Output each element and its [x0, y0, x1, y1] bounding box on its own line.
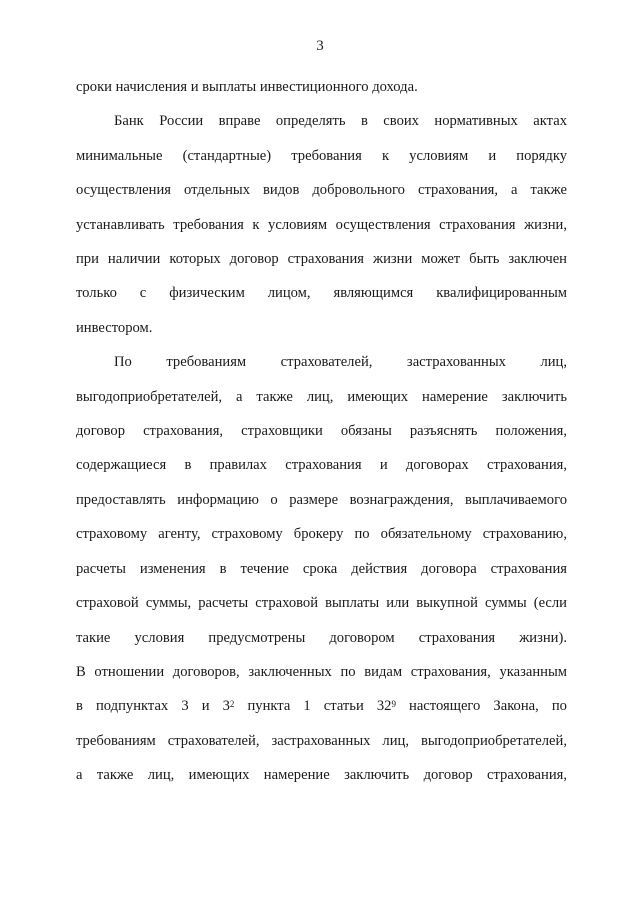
- page-number: 3: [316, 38, 324, 54]
- text-line: Банк России вправе определять в своих нормативных актах: [114, 113, 567, 130]
- text-line: содержащиеся в правилах страхования и договорах страхования,: [76, 457, 567, 474]
- paragraph-1: [76, 70, 567, 104]
- text-segment: пункта 1 статьи 32: [234, 698, 392, 715]
- text-line: расчеты изменения в течение срока действия договора страхования: [76, 560, 567, 577]
- text-line: страховому агенту, страховому брокеру по обязательному страхованию,: [76, 526, 567, 543]
- superscript: 2: [229, 699, 235, 710]
- text-line: договор страхования, страховщики обязаны разъяснять положения,: [76, 423, 567, 440]
- text-segment: настоящего Закона, по: [395, 698, 567, 715]
- text-line: осуществления отдельных видов добровольного страхования, а также: [76, 182, 567, 199]
- text-line: минимальные (стандартные) требования к условиям и порядку: [76, 147, 567, 164]
- text-line: такие условия предусмотрены договором страхования жизни).: [76, 629, 567, 646]
- text-line: только с физическим лицом, являющимся квалифицированным: [76, 285, 567, 302]
- text-line: инвестором.: [76, 319, 153, 336]
- paragraph-3: [76, 345, 567, 792]
- text-line-with-superscripts: [76, 689, 567, 723]
- text-line: В отношении договоров, заключенных по видам страхования, указанным: [76, 663, 567, 680]
- text-line: при наличии которых договор страхования жизни может быть заключен: [76, 251, 567, 268]
- text-line: требованиям страхователей, застрахованных лиц, выгодоприобретателей,: [76, 732, 567, 749]
- text-segment: в подпунктах 3 и 3: [76, 698, 230, 715]
- text-line: предоставлять информацию о размере вознаграждения, выплачиваемого: [76, 491, 567, 508]
- paragraph-2: [76, 104, 567, 345]
- superscript: 9: [391, 699, 396, 710]
- text-line: устанавливать требования к условиям осуществления страхования жизни,: [76, 216, 567, 233]
- text-line: сроки начисления и выплаты инвестиционного дохода.: [76, 79, 418, 95]
- text-line: а также лиц, имеющих намерение заключить договор страхования,: [76, 767, 567, 784]
- text-line: По требованиям страхователей, застрахованных лиц,: [114, 354, 567, 371]
- text-line: страховой суммы, расчеты страховой выплаты или выкупной суммы (если: [76, 595, 567, 612]
- text-line: выгодоприобретателей, а также лиц, имеющих намерение заключить: [76, 388, 567, 405]
- document-body: [76, 70, 567, 793]
